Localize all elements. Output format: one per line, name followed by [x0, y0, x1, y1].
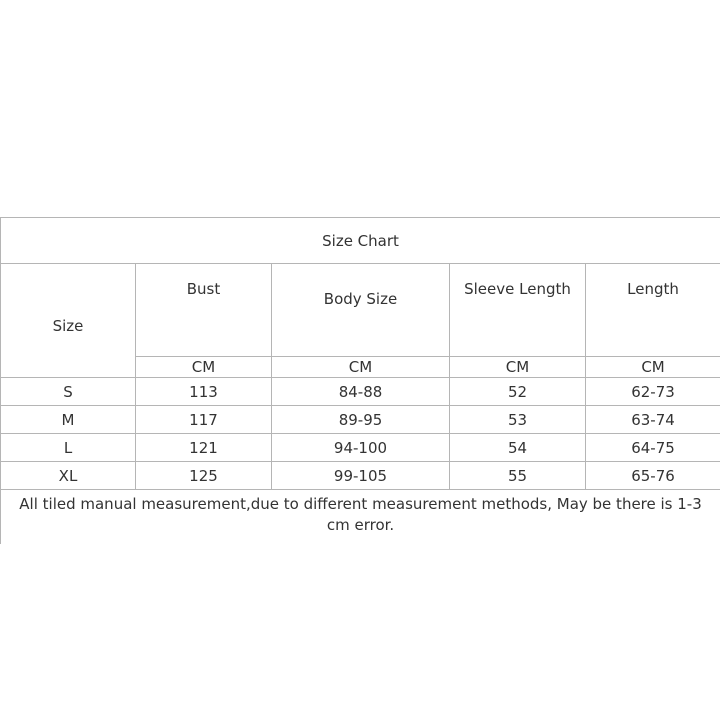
unit-bust: CM — [136, 357, 272, 378]
cell-size: XL — [1, 462, 136, 490]
cell-sleeve-length: 54 — [450, 434, 586, 462]
table-row — [1, 406, 720, 434]
table-row — [1, 462, 720, 490]
cell-bust: 113 — [136, 378, 272, 406]
cell-length: 65-76 — [586, 462, 720, 490]
cell-size: L — [1, 434, 136, 462]
table-row — [1, 378, 720, 406]
cell-length: 63-74 — [586, 406, 720, 434]
title-row — [1, 218, 720, 264]
cell-body-size: 84-88 — [272, 378, 450, 406]
note-row — [1, 490, 720, 545]
cell-sleeve-length: 52 — [450, 378, 586, 406]
header-sleeve-length: Sleeve Length — [450, 264, 586, 357]
cell-sleeve-length: 53 — [450, 406, 586, 434]
cell-body-size: 99-105 — [272, 462, 450, 490]
cell-bust: 117 — [136, 406, 272, 434]
size-chart-container — [0, 217, 720, 534]
header-row — [1, 264, 720, 357]
cell-length: 62-73 — [586, 378, 720, 406]
header-length: Length — [586, 264, 720, 357]
unit-sleeve-length: CM — [450, 357, 586, 378]
cell-bust: 121 — [136, 434, 272, 462]
cell-body-size: 89-95 — [272, 406, 450, 434]
size-chart-table — [0, 217, 720, 545]
header-bust: Bust — [136, 264, 272, 357]
cell-size: M — [1, 406, 136, 434]
header-size: Size — [1, 264, 136, 378]
header-body-size: Body Size — [272, 264, 450, 357]
table-title: Size Chart — [1, 218, 720, 264]
unit-body-size: CM — [272, 357, 450, 378]
cell-size: S — [1, 378, 136, 406]
cell-body-size: 94-100 — [272, 434, 450, 462]
cell-bust: 125 — [136, 462, 272, 490]
table-row — [1, 434, 720, 462]
unit-length: CM — [586, 357, 720, 378]
cell-length: 64-75 — [586, 434, 720, 462]
measurement-note: All tiled manual measurement,due to different measurement methods, May be there is 1-3 cm error. — [1, 490, 720, 545]
cell-sleeve-length: 55 — [450, 462, 586, 490]
